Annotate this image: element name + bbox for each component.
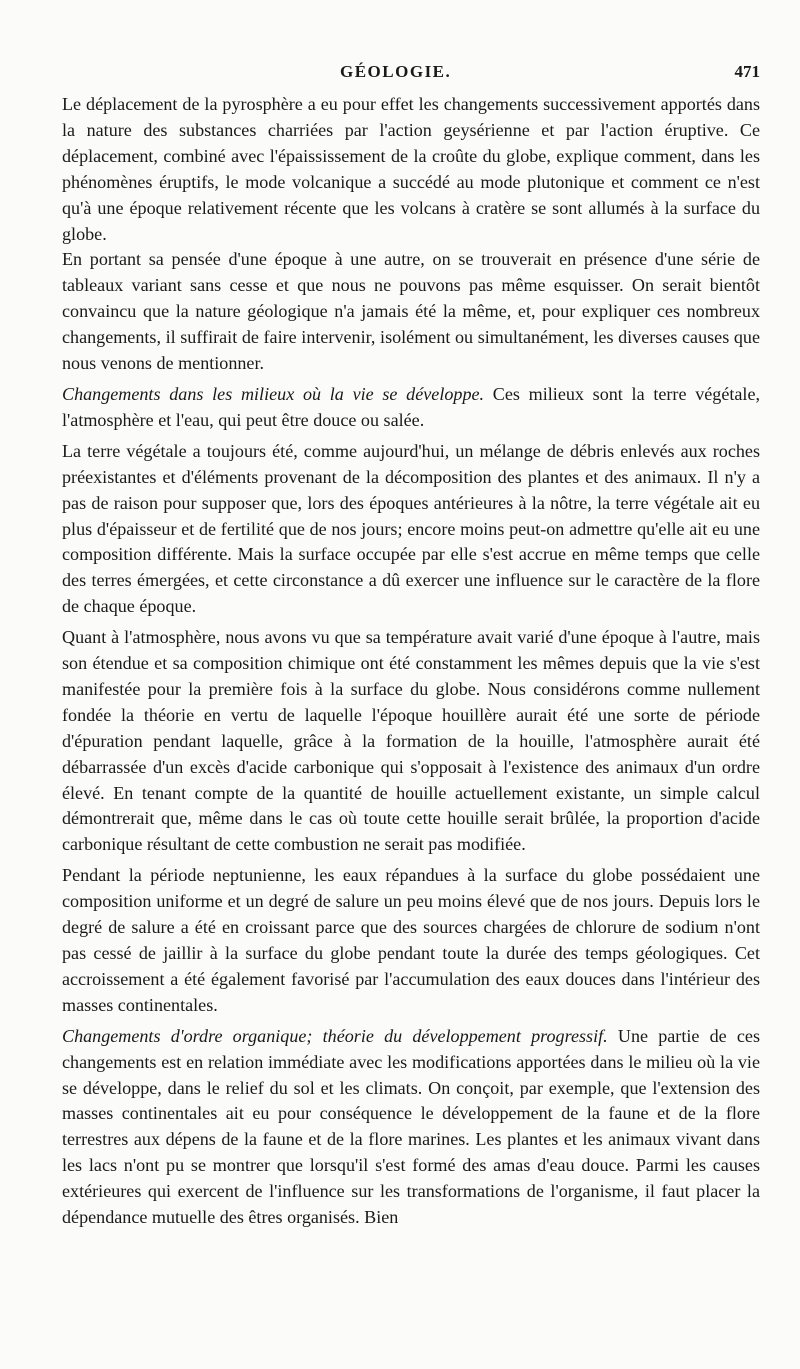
paragraph-atmosphere: Quant à l'atmosphère, nous avons vu que sa température avait varié d'une époque à l'autre, mais son étendue et sa composition chimique ont été constamment les mêmes depuis que la vie s'est manifestée pour la première fois à la surface du globe. Nous considérons comme nullement fondée la théorie en vertu de laquelle l'époque houillère aurait été une sorte de période d'épuration pendant laquelle, grâce à la formation de la houille, l'atmosphère aurait été débarrassée d'un excès d'acide carbonique qui s'opposait à l'existence des animaux d'un ordre élevé. En tenant compte de la quantité de houille actuellement existante, un simple calcul démontrerait que, même dans le cas où toute cette houille serait brûlée, la proportion d'acide carbonique résultant de cette combustion ne serait pas modifiée. bbox=[62, 627, 760, 855]
page-header bbox=[62, 62, 760, 88]
body-text bbox=[62, 92, 760, 1231]
running-title: GÉOLOGIE. bbox=[340, 62, 452, 81]
paragraph-milieux: Changements dans les milieux où la vie se développe. Ces milieux sont la terre végétale, l'atmosphère et l'eau, qui peut être douce ou salée. bbox=[62, 383, 761, 430]
paragraph-eaux: Pendant la période neptunienne, les eaux répandues à la surface du globe possédaient une composition uniforme et un degré de salure un peu moins élevé que de nos jours. Depuis lors le degré de salure a été en croissant parce que des sources chargées de chlorure de sodium n'ont pas cessé de jaillir à la surface du globe pendant toute la durée des temps géologiques. Cet accroissement a été également favorisé par l'accumulation des eaux douces dans l'intérieur des masses continentales. bbox=[62, 865, 760, 1015]
page-number: 471 bbox=[734, 62, 760, 81]
section-heading-organique: Changements d'ordre organique; théorie du développement progressif. bbox=[62, 1025, 608, 1046]
paragraph-epoques: En portant sa pensée d'une époque à une autre, on se trouverait en présence d'une série de tableaux variant sans cesse et que nous ne pouvons pas même esquisser. On serait bientôt convaincu que la nature géologique n'a jamais été la même, et, pour expliquer ces nombreux changements, il suffirait de faire intervenir, isolément ou simultanément, les diverses causes que nous venons de mentionner. bbox=[62, 249, 760, 374]
paragraph-terre-vegetale: La terre végétale a toujours été, comme aujourd'hui, un mélange de débris enlevés aux roches préexistantes et d'éléments provenant de la décomposition des plantes et des animaux. Il n'y a pas de raison pour supposer que, lors des époques antérieures à la nôtre, la terre végétale ait eu plus d'épaisseur et de fertilité que de nos jours; encore moins peut-on admettre qu'elle ait eu une composition différente. Mais la surface occupée par elle s'est accrue en même temps que celle des terres émergées, et cette circonstance a dû exercer une influence sur le caractère de la flore de chaque époque. bbox=[62, 440, 760, 617]
paragraph-pyrosphere: Le déplacement de la pyrosphère a eu pour effet les changements successivement apportés dans la nature des substances charriées par l'action geysérienne et par l'action éruptive. Ce déplacement, combiné avec l'épaississement de la croûte du globe, explique comment, dans les phénomènes éruptifs, le mode volcanique a succédé au mode plutonique et comment ce n'est qu'à une époque relativement récente que les volcans à cratère se sont allumés à la surface du globe. bbox=[62, 94, 760, 244]
section-heading-milieux: Changements dans les milieux où la vie se développe. bbox=[62, 383, 485, 404]
paragraph-ordre-organique: Changements d'ordre organique; théorie du développement progressif. Une partie de ces changements est en relation immédiate avec les modifications apportées dans le milieu où la vie se développe, dans le relief du sol et les climats. On conçoit, par exemple, que l'extension des masses continentales ait eu pour conséquence le développement de la faune et de la flore terrestres aux dépens de la faune et de la flore marines. Les plantes et les animaux vivant dans les lacs n'ont pu se montrer que lorsqu'il s'est formé des amas d'eau douce. Parmi les causes extérieures qui exercent de l'influence sur les transformations de l'organisme, il faut placer la dépendance mutuelle des êtres organisés. Bien bbox=[62, 1025, 760, 1228]
